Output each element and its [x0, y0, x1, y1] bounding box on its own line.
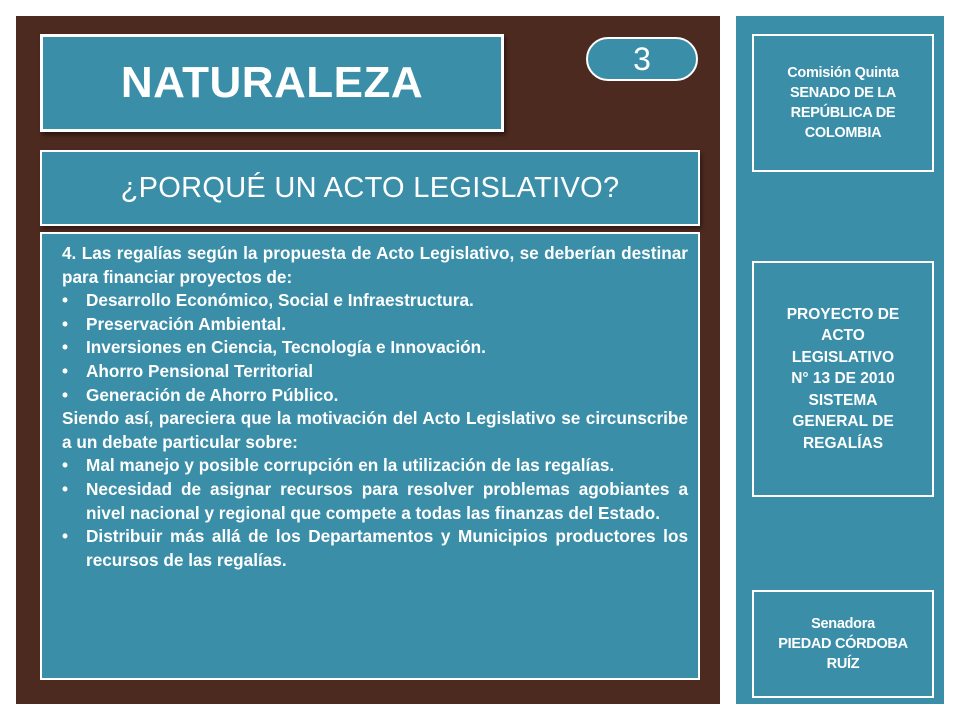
list-item: • Distribuir más allá de los Departamentos y Municipios productores los recursos de las regalías.	[62, 526, 688, 570]
senator-line: Senadora	[811, 616, 875, 632]
list-item: • Generación de Ahorro Público.	[62, 384, 688, 408]
bullet-icon: •	[62, 526, 69, 547]
commission-line: SENADO DE LA	[790, 85, 896, 101]
commission-box	[752, 34, 934, 172]
question-heading: ¿PORQUÉ UN ACTO LEGISLATIVO?	[120, 171, 620, 204]
bullet-icon: •	[62, 337, 69, 358]
list-item: • Inversiones en Ciencia, Tecnología e Innovación.	[62, 336, 688, 360]
list-item: • Necesidad de asignar recursos para resolver problemas agobiantes a nivel nacional y regional que compete a todas las finanzas del Estado.	[62, 478, 688, 523]
title-box	[40, 34, 504, 132]
commission-line: COLOMBIA	[804, 125, 882, 141]
page-number-badge: 3	[586, 37, 698, 81]
bullet-icon: •	[62, 478, 69, 499]
commission-line: REPÚBLICA DE	[790, 105, 896, 121]
bullet-icon: •	[62, 290, 69, 311]
bullet-icon: •	[62, 455, 69, 476]
list-item: • Preservación Ambiental.	[62, 313, 688, 337]
senator-line: RUÍZ	[826, 656, 860, 672]
bullet-icon: •	[62, 360, 69, 381]
project-line: REGALÍAS	[802, 434, 884, 452]
list-item: • Mal manejo y posible corrupción en la utilización de las regalías.	[62, 454, 688, 478]
project-line: GENERAL DE	[792, 413, 894, 431]
project-line: ACTO	[821, 327, 865, 345]
list-item: • Ahorro Pensional Territorial	[62, 360, 688, 384]
project-line: SISTEMA	[808, 391, 878, 409]
slide-title: NATURALEZA	[120, 58, 424, 107]
content-box	[40, 232, 700, 680]
project-box	[752, 261, 934, 497]
bullet-list-1	[62, 289, 688, 407]
intro-paragraph: 4. Las regalías según la propuesta de Acto Legislativo, se deberían destinar para financiar proyectos de:	[62, 243, 688, 287]
senator-line: PIEDAD CÓRDOBA	[778, 636, 908, 652]
bullet-list-2	[62, 454, 688, 572]
project-line: LEGISLATIVO	[791, 348, 895, 366]
senator-box	[752, 590, 934, 698]
project-line: PROYECTO DE	[786, 305, 900, 323]
commission-line: Comisión Quinta	[787, 65, 899, 81]
second-paragraph: Siendo así, pareciera que la motivación del Acto Legislativo se circunscribe a un debate particular sobre:	[62, 408, 688, 452]
question-box	[40, 150, 700, 226]
list-item: • Desarrollo Económico, Social e Infraestructura.	[62, 289, 688, 313]
bullet-icon: •	[62, 313, 69, 334]
project-line: N° 13 DE 2010	[791, 370, 895, 388]
bullet-icon: •	[62, 384, 69, 405]
